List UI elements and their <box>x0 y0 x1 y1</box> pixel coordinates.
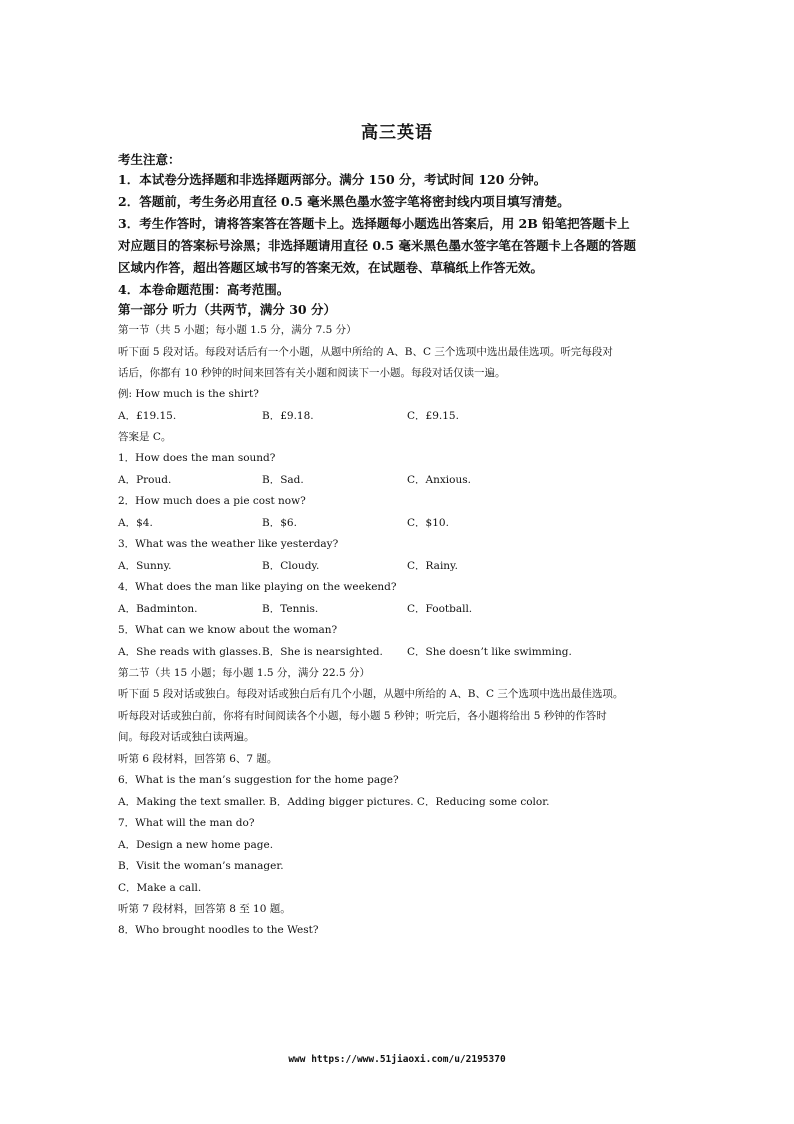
section1-instructions-2: 话后，你都有 10 秒钟的时间来回答有关小题和阅读下一小题。每段对话仅读一遍。 <box>118 367 506 379</box>
q4-option-c: C．Football. <box>407 603 473 615</box>
q5-option-b: B．She is nearsighted. <box>262 646 383 658</box>
q3-option-c: C．Rainy. <box>407 560 458 572</box>
notice-item-3: 3．考生作答时，请将答案答在答题卡上。选择题每小题选出答案后，用 2B 铅笔把答题卡上 <box>118 216 630 231</box>
example-option-b: B．£9.18. <box>262 410 314 422</box>
example-option-a: A．£19.15. <box>118 410 177 422</box>
section2-heading: 第二节（共 15 小题；每小题 1.5 分，满分 22.5 分） <box>118 667 370 679</box>
notice-heading: 考生注意： <box>118 152 181 167</box>
notice-item-4: 4．本卷命题范围：高考范围。 <box>118 282 290 297</box>
q7-option-c: C．Make a call. <box>118 882 202 894</box>
part1-heading: 第一部分 听力（共两节，满分 30 分） <box>118 302 336 317</box>
section1-heading: 第一节（共 5 小题；每小题 1.5 分，满分 7.5 分） <box>118 324 357 336</box>
q4-option-b: B．Tennis. <box>262 603 319 615</box>
example-question: 例: How much is the shirt? <box>118 388 259 400</box>
question-5: 5．What can we know about the woman? <box>118 624 338 636</box>
page-title: 高三英语 <box>361 123 433 143</box>
material-7-note: 听第 7 段材料，回答第 8 至 10 题。 <box>118 903 291 915</box>
question-6: 6．What is the man’s suggestion for the home page? <box>118 774 399 786</box>
material-6-note: 听第 6 段材料，回答第 6、7 题。 <box>118 753 278 765</box>
section2-instructions-1: 听下面 5 段对话或独白。每段对话或独白后有几个小题，从题中所给的 A、B、C 三个选项中选出最佳选项。 <box>118 688 624 700</box>
notice-item-3-cont2: 区域内作答，超出答题区域书写的答案无效，在试题卷、草稿纸上作答无效。 <box>118 260 544 275</box>
q2-option-a: A．$4. <box>118 517 153 529</box>
example-option-c: C．£9.15. <box>407 410 459 422</box>
footer-watermark-url: www https://www.51jiaoxi.com/u/2195370 <box>288 1054 506 1065</box>
q5-option-c: C．She doesn’t like swimming. <box>407 646 572 658</box>
q4-option-a: A．Badminton. <box>118 603 198 615</box>
notice-item-2: 2．答题前，考生务必用直径 0.5 毫米黑色墨水签字笔将密封线内项目填写清楚。 <box>118 194 570 209</box>
question-2: 2．How much does a pie cost now? <box>118 495 306 507</box>
question-1: 1．How does the man sound? <box>118 452 276 464</box>
q2-option-b: B．$6. <box>262 517 297 529</box>
notice-item-3-cont: 对应题目的答案标号涂黑；非选择题请用直径 0.5 毫米黑色墨水签字笔在答题卡上各题的答题 <box>118 238 636 253</box>
q7-option-a: A．Design a new home page. <box>118 839 274 851</box>
q5-option-a: A．She reads with glasses. <box>118 646 262 658</box>
section2-instructions-2: 听每段对话或独白前，你将有时间阅读各个小题，每小题 5 秒钟；听完后，各小题将给出 5 秒钟的作答时 <box>118 710 607 722</box>
example-answer: 答案是 C。 <box>118 431 172 443</box>
section1-instructions-1: 听下面 5 段对话。每段对话后有一个小题，从题中所给的 A、B、C 三个选项中选出最佳选项。听完每段对 <box>118 346 613 358</box>
question-7: 7．What will the man do? <box>118 817 255 829</box>
q6-options: A．Making the text smaller. B．Adding bigger pictures. C．Reducing some color. <box>118 796 550 808</box>
q3-option-b: B．Cloudy. <box>262 560 320 572</box>
question-3: 3．What was the weather like yesterday? <box>118 538 339 550</box>
q1-option-c: C．Anxious. <box>407 474 471 486</box>
q2-option-c: C．$10. <box>407 517 449 529</box>
q1-option-a: A．Proud. <box>118 474 172 486</box>
question-4: 4．What does the man like playing on the weekend? <box>118 581 397 593</box>
q1-option-b: B．Sad. <box>262 474 304 486</box>
notice-item-1: 1．本试卷分选择题和非选择题两部分。满分 150 分，考试时间 120 分钟。 <box>118 172 547 187</box>
q7-option-b: B．Visit the woman’s manager. <box>118 860 284 872</box>
q3-option-a: A．Sunny. <box>118 560 172 572</box>
section2-instructions-3: 间。每段对话或独白读两遍。 <box>118 731 255 743</box>
question-8: 8．Who brought noodles to the West? <box>118 924 319 936</box>
